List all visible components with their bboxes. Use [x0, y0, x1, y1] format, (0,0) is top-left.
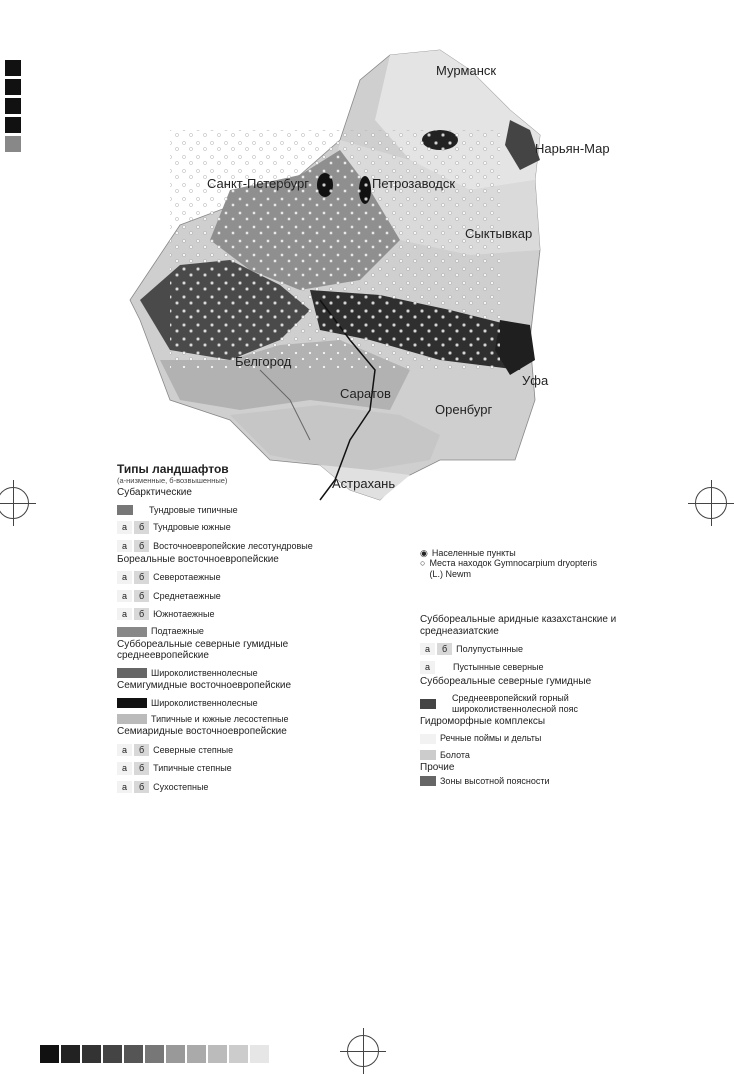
calibration-swatch — [187, 1045, 206, 1063]
legend-item — [117, 626, 327, 636]
legend-label: Сухостепные — [153, 781, 209, 792]
legend-swatch — [420, 776, 436, 786]
ab-b: б — [134, 781, 149, 793]
calibration-swatch — [61, 1045, 80, 1063]
city-label: Нарьян-Мар — [535, 141, 610, 156]
legend-item — [117, 744, 327, 756]
ab-a: а — [117, 521, 132, 533]
registration-mark-bottom — [347, 1035, 379, 1067]
ab-a: а — [117, 540, 132, 552]
registration-mark-right — [695, 487, 727, 519]
legend-ab-swatch — [117, 590, 149, 602]
ab-b: б — [134, 540, 149, 552]
ab-a: а — [117, 590, 132, 602]
legend-subtitle: (а-низменные, б-возвышенные) — [117, 475, 228, 485]
legend-item — [420, 693, 620, 714]
legend-swatch — [420, 734, 436, 744]
calibration-swatch — [208, 1045, 227, 1063]
legend-item — [117, 698, 327, 708]
legend-swatch — [420, 699, 436, 709]
legend-group-semiarid: Семиаридные восточноевропейские — [117, 726, 287, 738]
legend-label: Широколиственнолесные — [151, 667, 258, 678]
find-point-icon: ○ — [420, 558, 426, 569]
legend-group-subarctic: Субарктические — [117, 487, 192, 499]
legend-ab-swatch — [117, 762, 149, 774]
legend-item — [117, 608, 327, 620]
legend-label: Типичные и южные лесостепные — [151, 714, 289, 725]
find-points-layer — [170, 130, 500, 370]
legend-group-semihumid: Семигумидные восточноевропейские — [117, 680, 292, 692]
landscape-map — [110, 40, 610, 510]
calibration-swatch — [166, 1045, 185, 1063]
city-label: Астрахань — [332, 476, 396, 491]
legend-label: Среднеевропейский горный широколиственнолесной пояс — [452, 693, 578, 714]
legend-label: Восточноевропейские лесотундровые — [153, 540, 313, 551]
legend-label: Среднетаежные — [153, 590, 221, 601]
side-swatch — [5, 79, 21, 95]
legend-item — [117, 781, 327, 793]
calibration-swatch — [229, 1045, 248, 1063]
legend-swatch — [117, 698, 147, 708]
settlement-icon: ◉ — [420, 548, 428, 558]
legend-ab-swatch — [117, 521, 149, 533]
legend-swatch — [117, 627, 147, 637]
side-swatch — [5, 98, 21, 114]
legend-label: Северотаежные — [153, 572, 221, 583]
legend-ab-swatch — [117, 608, 149, 620]
legend-ab-swatch — [117, 540, 149, 552]
ab-a: а — [117, 744, 132, 756]
legend-title: Типы ландшафтов — [117, 462, 229, 476]
city-label: Белгород — [235, 354, 292, 369]
legend-ab-swatch — [420, 643, 452, 655]
ab-a: а — [117, 571, 132, 583]
calibration-swatch — [40, 1045, 59, 1063]
registration-mark-left — [0, 487, 29, 519]
calibration-swatch — [103, 1045, 122, 1063]
city-label: Санкт-Петербург — [207, 176, 309, 191]
legend-group-other: Прочие — [420, 762, 455, 774]
legend-item — [420, 750, 620, 760]
legend-swatch — [117, 668, 147, 678]
side-calibration-swatches — [5, 60, 21, 155]
legend-label: Пустынные северные — [453, 662, 544, 673]
legend-label: Тундровые южные — [153, 522, 231, 533]
legend-item — [420, 643, 620, 655]
calibration-swatch — [124, 1045, 143, 1063]
legend-ab-swatch — [117, 781, 149, 793]
ab-b: б — [134, 521, 149, 533]
legend-swatch — [117, 505, 133, 515]
legend-item — [117, 521, 327, 533]
legend-group-subboreal-arid: Суббореальные аридные казахстанские и среднеазиатские — [420, 614, 617, 637]
legend-swatch — [420, 750, 436, 760]
legend-item — [117, 590, 327, 602]
ab-a: а — [117, 781, 132, 793]
legend-item — [117, 668, 327, 678]
calibration-bar — [40, 1045, 269, 1063]
legend-label: Речные поймы и дельты — [440, 733, 542, 744]
legend-ab-swatch — [117, 571, 149, 583]
legend-ab-swatch — [420, 661, 435, 673]
calibration-swatch — [250, 1045, 269, 1063]
legend-settlements — [420, 548, 610, 558]
ab-a: а — [117, 762, 132, 774]
city-label: Саратов — [340, 386, 391, 401]
legend-item — [117, 762, 327, 774]
legend-item — [117, 571, 327, 583]
legend-swatch — [117, 714, 147, 724]
ab-b: б — [134, 590, 149, 602]
legend-item — [420, 661, 620, 673]
legend-item — [117, 714, 327, 724]
ab-a: а — [420, 661, 435, 673]
calibration-swatch — [145, 1045, 164, 1063]
legend-label: Населенные пункты — [431, 548, 516, 558]
city-label: Уфа — [522, 373, 549, 388]
legend-points — [420, 548, 610, 579]
legend-item — [117, 540, 327, 552]
calibration-swatch — [82, 1045, 101, 1063]
side-swatch — [5, 117, 21, 133]
ab-a: а — [420, 643, 435, 655]
legend-group-subboreal-north-humid: Суббореальные северные гумидные — [420, 675, 592, 687]
legend-label: Типичные степные — [153, 763, 232, 774]
ab-b: б — [134, 744, 149, 756]
city-label: Оренбург — [435, 402, 493, 417]
legend-label: Северные степные — [153, 744, 234, 755]
side-swatch — [5, 60, 21, 76]
legend-label: Болота — [440, 749, 470, 760]
ab-b: б — [437, 643, 452, 655]
legend-item — [420, 776, 620, 786]
legend-label: Полупустынные — [456, 644, 523, 654]
city-label: Мурманск — [436, 63, 497, 78]
legend-left — [117, 463, 327, 795]
legend-label: Широколиственнолесные — [151, 697, 258, 708]
legend-group-boreal: Бореальные восточноевропейские — [117, 553, 279, 565]
ab-a: а — [117, 608, 132, 620]
legend-label: Южнотаежные — [153, 609, 215, 620]
legend-finds — [420, 558, 610, 579]
legend-label: Зоны высотной поясности — [440, 775, 550, 786]
legend-right — [420, 612, 620, 788]
legend-label: Тундровые типичные — [149, 504, 238, 515]
ab-b: б — [134, 571, 149, 583]
legend-group-subboreal-humid: Суббореальные северные гумидные среднеевропейские — [117, 638, 289, 662]
legend-item — [117, 505, 327, 515]
legend-item — [420, 733, 620, 743]
ab-b: б — [134, 608, 149, 620]
city-label: Петрозаводск — [372, 176, 456, 191]
legend-ab-swatch — [117, 744, 149, 756]
city-label: Сыктывкар — [465, 226, 533, 241]
legend-group-hydromorphic: Гидроморфные комплексы — [420, 715, 546, 727]
side-swatch — [5, 136, 21, 152]
ab-b: б — [134, 762, 149, 774]
legend-label: Подтаежные — [151, 626, 204, 637]
legend-label: Места находок Gymnocarpium dryopteris (L.) Newm — [429, 558, 597, 579]
